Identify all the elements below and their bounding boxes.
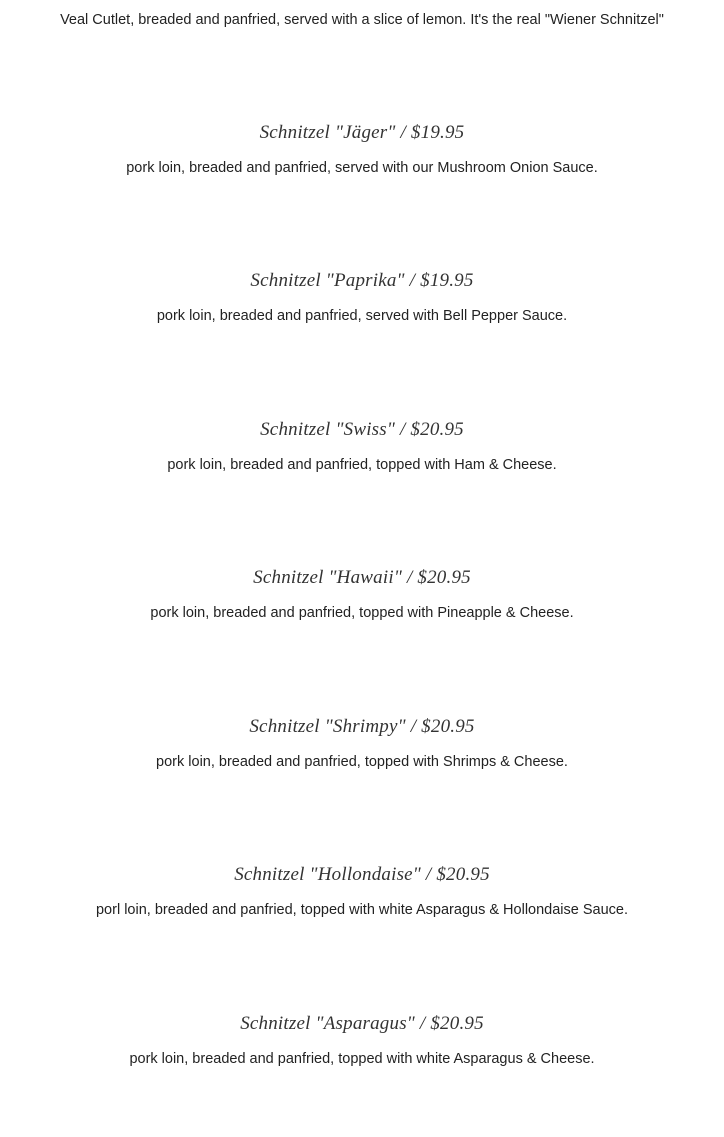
menu-item-title: Schnitzel "Paprika" / $19.95: [250, 270, 474, 291]
menu-item-description: porl loin, breaded and panfried, topped with white Asparagus & Hollondaise Sauce.: [95, 902, 629, 918]
menu-item-title: Schnitzel "Jäger" / $19.95: [259, 122, 465, 143]
menu-item-jager: [0, 121, 724, 178]
menu-item-description: pork loin, breaded and panfried, served with Bell Pepper Sauce.: [156, 308, 568, 324]
menu-item-description: pork loin, breaded and panfried, topped with Shrimps & Cheese.: [156, 754, 568, 770]
menu-item-shrimpy: [0, 715, 724, 772]
menu-item-hawaii: [0, 566, 724, 623]
menu-item-title: Schnitzel "Hollondaise" / $20.95: [234, 864, 490, 885]
menu-item-hollondaise: [0, 863, 724, 920]
menu-item-description: pork loin, breaded and panfried, topped with Ham & Cheese.: [167, 457, 557, 473]
menu-item-title: Schnitzel "Swiss" / $20.95: [260, 419, 464, 440]
menu-item-description: pork loin, breaded and panfried, served with our Mushroom Onion Sauce.: [126, 160, 598, 176]
menu-item-title: Schnitzel "Hawaii" / $20.95: [253, 567, 471, 588]
menu-item-title: Schnitzel "Shrimpy" / $20.95: [249, 716, 475, 737]
menu-item-paprika: [0, 269, 724, 326]
menu-item-swiss: [0, 418, 724, 475]
menu-item-asparagus: [0, 1012, 724, 1069]
menu-item-description: pork loin, breaded and panfried, topped with white Asparagus & Cheese.: [129, 1051, 595, 1067]
intro-description: Veal Cutlet, breaded and panfried, served with a slice of lemon. It's the real "Wiener Schnitzel": [60, 12, 664, 28]
menu-item-title: Schnitzel "Asparagus" / $20.95: [240, 1013, 484, 1034]
menu-item-description: pork loin, breaded and panfried, topped with Pineapple & Cheese.: [150, 605, 574, 621]
